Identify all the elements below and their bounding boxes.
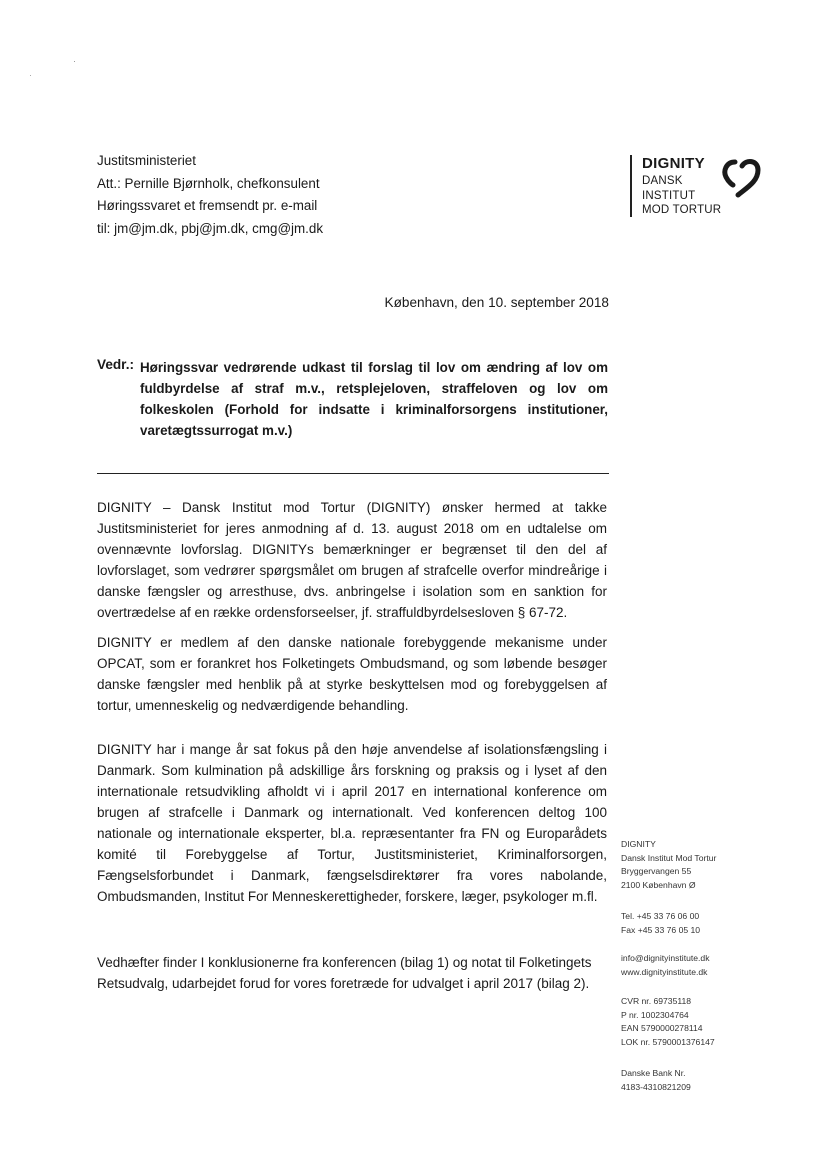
sidebar-street: Bryggervangen 55 <box>621 866 692 876</box>
logo-subtitle <box>642 174 721 218</box>
heart-mark-icon <box>722 157 762 199</box>
recipient-ministry: Justitsministeriet <box>97 153 196 168</box>
sidebar-org: DIGNITY <box>621 839 656 849</box>
sidebar-org-full: Dansk Institut Mod Tortur <box>621 852 717 863</box>
sidebar-bank-account: 4183-4310821209 <box>621 1081 691 1092</box>
logo-sub-line: MOD TORTUR <box>642 204 722 216</box>
logo-sub-line: DANSK <box>642 175 683 187</box>
sidebar-registration <box>621 995 715 1049</box>
sidebar-web <box>621 952 710 979</box>
sidebar-email: info@dignityinstitute.dk <box>621 953 710 963</box>
sidebar-ean: EAN 5790000278114 <box>621 1023 703 1033</box>
recipient-block <box>97 150 323 240</box>
sidebar-p-nr: P nr. 1002304764 <box>621 1009 689 1020</box>
recipient-attention: Att.: Pernille Bjørnholk, chefkonsulent <box>97 175 320 191</box>
body-paragraph: Vedhæfter finder I konklusionerne fra konferencen (bilag 1) og notat til Folketingets Retsudvalg, udarbejdet forud for vores foretræde for udvalget i april 2017 (bilag 2). <box>97 955 592 991</box>
sidebar-phone <box>621 910 700 937</box>
sidebar-address <box>621 838 716 892</box>
subject-text: Høringssvar vedrørende udkast til forslag til lov om ændring af lov om fuldbyrdelse af straf m.v., retsplejeloven, straffeloven og lov om folkeskolen (Forhold for indsatte i kriminalforsorgens institutioner, varetægtssurrogat m.v.) <box>140 360 608 438</box>
divider-line <box>97 473 609 474</box>
recipient-emails: til: jm@jm.dk, pbj@jm.dk, cmg@jm.dk <box>97 220 324 236</box>
sidebar-bank-name: Danske Bank Nr. <box>621 1068 686 1078</box>
sidebar-city: 2100 København Ø <box>621 879 696 890</box>
body-paragraph: DIGNITY – Dansk Institut mod Tortur (DIGNITY) ønsker hermed at takke Justitsministeriet for jeres anmodning af d. 13. august 2018 om en udtalelse om ovennævnte lovforslag. DIGNITYs bemærkninger er begrænset til den del af lovforslaget, som vedrører spørgsmålet om brugen af strafcelle overfor mindreårige i danske fængsler og arresthuse, dvs. anbringelse i isolation som en sanktion for overtrædelse af en række ordensforseelser, jf. straffuldbyrdelsesloven § 67-72. <box>97 500 607 620</box>
sidebar-lok: LOK nr. 5790001376147 <box>621 1036 715 1047</box>
letter-date: København, den 10. september 2018 <box>384 295 609 310</box>
sidebar-cvr: CVR nr. 69735118 <box>621 996 692 1006</box>
recipient-delivery-note: Høringssvaret et fremsendt pr. e-mail <box>97 198 318 213</box>
body-paragraph: DIGNITY har i mange år sat fokus på den høje anvendelse af isolationsfængsling i Danmark. Som kulmination på adskillige års forskning og praksis og i lyset af den internationale retsudvikling afholdt vi i april 2017 en international konference om brugen af strafcelle i Danmark og internationalt. Ved konferencen deltog 100 nationale og internationale eksperter, bl.a. repræsentanter fra FN og Europarådets komité til Forebyggelse af Tortur, Justitsministeriet, Kriminalforsorgen, Fængselsforbundet i Danmark, fængselsdirektører fra vores nabolande, Ombudsmanden, Institut For Menneskerettigheder, forskere, læger, psykologer m.fl. <box>97 742 607 904</box>
sidebar-bank <box>621 1067 691 1094</box>
scan-speck <box>74 61 75 62</box>
subject-label: Vedr.: <box>97 357 135 372</box>
logo-name: DIGNITY <box>642 155 705 172</box>
sidebar-url: www.dignityinstitute.dk <box>621 966 708 977</box>
scan-speck <box>30 75 31 76</box>
body-paragraph: DIGNITY er medlem af den danske nationale forebyggende mekanisme under OPCAT, som er forankret hos Folketingets Ombudsmand, og som løbende besøger danske fængsler med henblik på at styrke beskyttelsen mod og forebyggelsen af tortur, umenneskelig og nedværdigende behandling. <box>97 635 607 713</box>
logo-divider <box>630 155 632 217</box>
logo-sub-line: INSTITUT <box>642 189 696 202</box>
sidebar-fax: Fax +45 33 76 05 10 <box>621 924 701 935</box>
sidebar-tel: Tel. +45 33 76 06 00 <box>621 911 700 921</box>
